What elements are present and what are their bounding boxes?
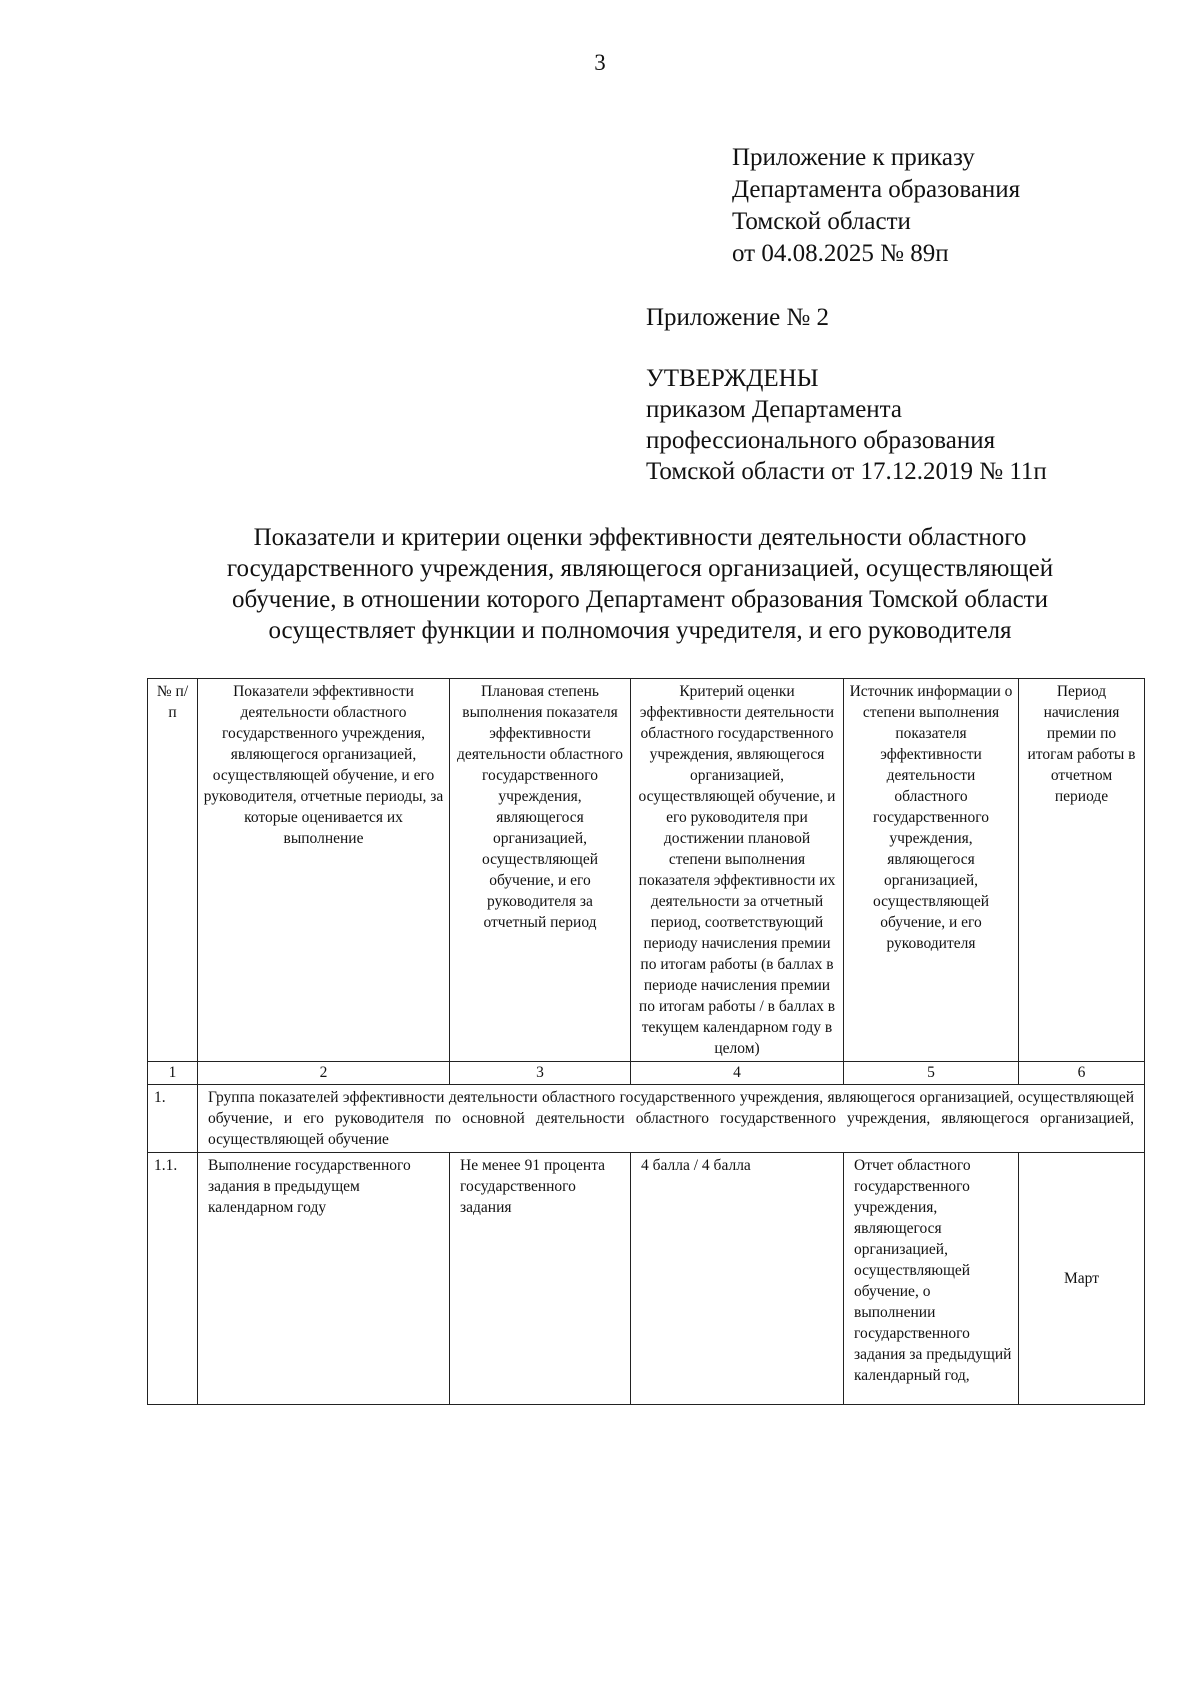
document-title [140, 522, 1140, 646]
title-line: осуществляет функции и полномочия учредителя, и его руководителя [268, 617, 1012, 644]
column-number: 5 [844, 1062, 1019, 1085]
approval-heading: УТВЕРЖДЕНЫ [646, 365, 819, 392]
row-period: Март [1019, 1153, 1145, 1405]
row-source: Отчет областного государственного учреждения, являющегося организацией, осуществляющей обучение, о выполнении государственного задания за предыдущий календарный год, [844, 1153, 1019, 1405]
row-criterion: 4 балла / 4 балла [631, 1153, 844, 1405]
header-cell-indicator: Показатели эффективности деятельности областного государственного учреждения, являющегося организацией, осуществляющей обучение, и его руководителя, отчетные периоды, за которые оценивается их выполнение [198, 679, 450, 1062]
header-cell-number: № п/п [148, 679, 198, 1062]
group-description: Группа показателей эффективности деятельности областного государственного учреждения, являющегося организацией, осуществляющей обучение, и его руководителя по основной деятельности областного государственного учреждения, являющегося организацией, осуществляющей обучение [198, 1085, 1145, 1153]
column-number: 3 [450, 1062, 631, 1085]
approval-line: Томской области от 17.12.2019 № 11п [646, 458, 1047, 485]
title-line: обучение, в отношении которого Департамент образования Томской области [231, 586, 1048, 613]
approval-line: профессионального образования [646, 427, 996, 454]
appendix-order-line: Приложение к приказу [732, 144, 975, 171]
appendix-number: Приложение № 2 [646, 304, 830, 331]
header-cell-plan: Плановая степень выполнения показателя эффективности деятельности областного государственного учреждения, являющегося организацией, осуществляющей обучение, и его руководителя за отчетный период [450, 679, 631, 1062]
indicators-table [147, 678, 1145, 1405]
approval-block [646, 363, 1047, 487]
title-line: государственного учреждения, являющегося организацией, осуществляющей [226, 555, 1054, 582]
header-cell-source: Источник информации о степени выполнения показателя эффективности деятельности областного государственного учреждения, являющегося организацией, осуществляющей обучение, и его руководителя [844, 679, 1019, 1062]
column-numbers-row [148, 1062, 1145, 1085]
appendix-order-block [732, 142, 1020, 270]
table-header-row [148, 679, 1145, 1062]
column-number: 6 [1019, 1062, 1145, 1085]
row-indicator: Выполнение государственного задания в предыдущем календарном году [198, 1153, 450, 1405]
column-number: 1 [148, 1062, 198, 1085]
title-line: Показатели и критерии оценки эффективности деятельности областного [253, 524, 1027, 551]
row-number: 1.1. [148, 1153, 198, 1405]
appendix-order-line: Томской области [732, 208, 911, 235]
header-cell-criterion: Критерий оценки эффективности деятельности областного государственного учреждения, являющегося организацией, осуществляющей обучение, и его руководителя при достижении плановой степени выполнения показателя эффективности их деятельности за отчетный период, соответствующий периоду начисления премии по итогам работы (в баллах в периоде начисления премии по итогам работы / в баллах в текущем календарном году в целом) [631, 679, 844, 1062]
table-row [148, 1153, 1145, 1405]
appendix-order-date-line: от 04.08.2025 № 89п [732, 240, 949, 267]
approval-line: приказом Департамента [646, 396, 902, 423]
header-cell-period: Период начисления премии по итогам работы в отчетном периоде [1019, 679, 1145, 1062]
appendix-order-line: Департамента образования [732, 176, 1021, 203]
column-number: 2 [198, 1062, 450, 1085]
row-plan: Не менее 91 процента государственного задания [450, 1153, 631, 1405]
group-row [148, 1085, 1145, 1153]
page-number: 3 [594, 50, 606, 75]
group-number: 1. [148, 1085, 198, 1153]
column-number: 4 [631, 1062, 844, 1085]
